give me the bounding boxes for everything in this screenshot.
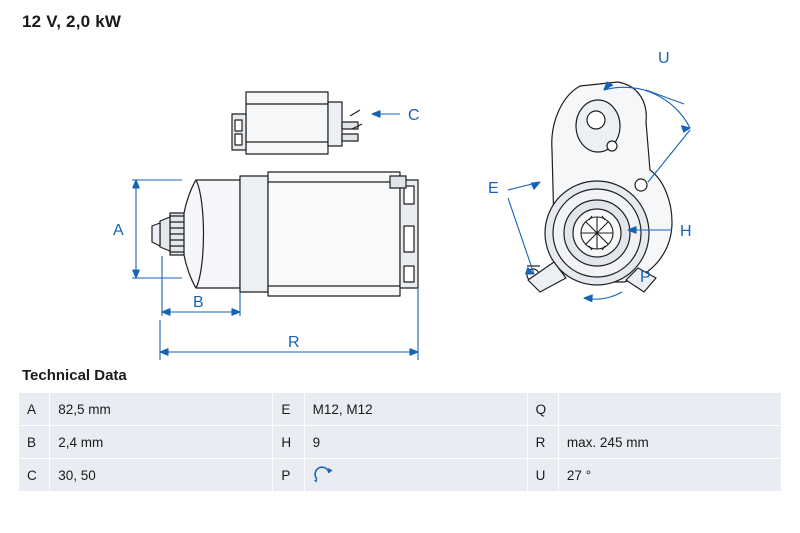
dimension-label-E: E [488,180,499,197]
table-cell-key: R [527,426,558,459]
table-cell-key: Q [527,393,558,426]
table-cell-value: M12, M12 [304,393,527,426]
table-cell-value-rotation [304,459,527,492]
page-title: 12 V, 2,0 kW [22,12,122,31]
dimension-label-B: B [193,294,204,311]
dimension-label-P: P [640,269,651,286]
technical-data-heading: Technical Data [22,367,127,384]
table-row [19,393,782,426]
table-row [19,426,782,459]
table-cell-value: 2,4 mm [50,426,273,459]
table-cell-key: U [527,459,558,492]
table-cell-key: H [273,426,304,459]
dimension-label-R: R [288,334,300,351]
table-cell-value: 9 [304,426,527,459]
table-cell-value: 30, 50 [50,459,273,492]
dimension-label-H: H [680,223,692,240]
technical-drawing [0,30,800,360]
rotation-arrow-icon [313,466,333,484]
dimension-label-U: U [658,50,670,67]
table-cell-value [558,393,781,426]
table-row [19,459,782,492]
table-cell-value: max. 245 mm [558,426,781,459]
table-cell-key: A [19,393,50,426]
table-cell-key: B [19,426,50,459]
table-cell-value: 82,5 mm [50,393,273,426]
table-cell-key: E [273,393,304,426]
table-cell-value: 27 ° [558,459,781,492]
technical-data-table [18,392,782,492]
table-cell-key: P [273,459,304,492]
table-cell-key: C [19,459,50,492]
drawing-svg [0,30,800,360]
dimension-label-A: A [113,222,124,239]
dimension-label-C: C [408,107,420,124]
